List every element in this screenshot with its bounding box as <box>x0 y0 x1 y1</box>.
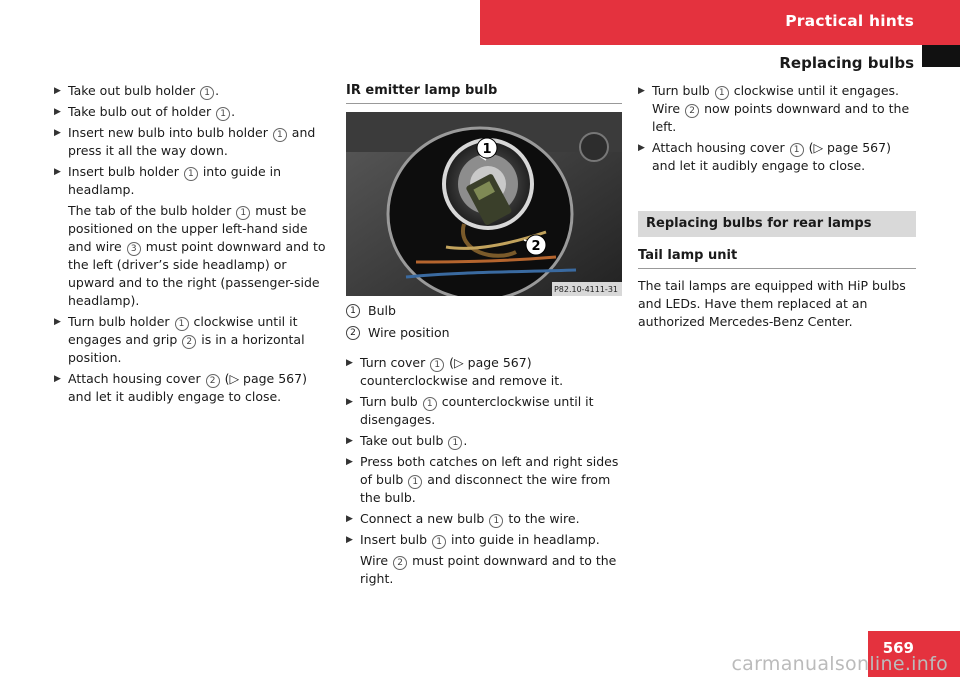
instruction-step <box>346 432 622 450</box>
text-run: . <box>231 104 236 119</box>
reference-number: 2 <box>685 104 699 118</box>
text-run: (▷ page 567) and let it audibly engage to close. <box>68 371 307 404</box>
headlamp-illustration <box>346 112 622 296</box>
text-run: clockwise until it engages and grip <box>68 314 298 347</box>
header-band <box>480 0 960 45</box>
reference-number: 1 <box>408 475 422 489</box>
step-arrow-icon: ▶ <box>54 374 61 384</box>
text-run: (▷ page 567) counterclockwise and remove it. <box>360 355 564 388</box>
callout-2: 2 <box>531 239 541 254</box>
reference-number: 1 <box>448 436 462 450</box>
reference-number: 1 <box>715 86 729 100</box>
text-run: Take out bulb holder <box>68 83 200 98</box>
text-run: Wire <box>360 553 393 568</box>
text-run: . <box>215 83 220 98</box>
instruction-step <box>638 139 916 175</box>
text-run: must point downward and to the right. <box>360 553 617 586</box>
subsection-title: Replacing bulbs <box>779 54 914 72</box>
text-run: and press it all the way down. <box>68 125 316 158</box>
instruction-step <box>346 453 622 507</box>
instruction-step <box>54 82 332 100</box>
step-arrow-icon: ▶ <box>346 535 353 545</box>
step-list <box>54 82 332 199</box>
text-run: Turn cover <box>360 355 430 370</box>
legend-label: Wire position <box>368 325 450 340</box>
reference-number: 1 <box>184 167 198 181</box>
reference-number: 1 <box>430 358 444 372</box>
text-run: and disconnect the wire from the bulb. <box>360 472 611 505</box>
step-arrow-icon: ▶ <box>346 436 353 446</box>
step-arrow-icon: ▶ <box>54 167 61 177</box>
text-run: Press both catches on left and right sides of bulb <box>360 454 619 487</box>
text-run: Insert new bulb into bulb holder <box>68 125 272 140</box>
figure-legend <box>346 302 622 342</box>
text-run: Insert bulb <box>360 532 432 547</box>
section-title: Practical hints <box>785 12 914 30</box>
reference-number: 2 <box>206 374 220 388</box>
reference-number: 1 <box>423 397 437 411</box>
instruction-step <box>346 354 622 390</box>
instruction-step <box>54 313 332 367</box>
step-arrow-icon: ▶ <box>346 457 353 467</box>
bulb-photo <box>346 112 622 296</box>
text-run: clockwise until it engages. Wire <box>652 83 899 116</box>
text-run: into guide in headlamp. <box>447 532 600 547</box>
note-paragraph <box>54 202 332 310</box>
text-run: Insert bulb holder <box>68 164 183 179</box>
text-run: Connect a new bulb <box>360 511 489 526</box>
text-run: Turn bulb <box>652 83 714 98</box>
text-run: (▷ page 567) and let it audibly engage to close. <box>652 140 891 173</box>
instruction-step <box>54 370 332 406</box>
callout-1: 1 <box>482 142 492 157</box>
instruction-step <box>54 124 332 160</box>
text-run: counterclockwise until it disengages. <box>360 394 594 427</box>
reference-number: 1 <box>432 535 446 549</box>
instruction-step <box>54 163 332 199</box>
reference-number: 3 <box>127 242 141 256</box>
step-list <box>638 82 916 175</box>
text-run: now points downward and to the left. <box>652 101 910 134</box>
step-arrow-icon: ▶ <box>346 397 353 407</box>
text-run: Take out bulb <box>360 433 448 448</box>
step-list <box>346 354 622 549</box>
instruction-step <box>638 82 916 136</box>
body-paragraph: The tail lamps are equipped with HiP bulbs and LEDs. Have them replaced at an authorized Mercedes-Benz Center. <box>638 278 906 329</box>
legend-label: Bulb <box>368 303 396 318</box>
step-arrow-icon: ▶ <box>638 143 645 153</box>
reference-number: 1 <box>236 206 250 220</box>
reference-number: 1 <box>273 128 287 142</box>
text-run: must be positioned on the upper left-hand side and wire <box>68 203 308 254</box>
step-arrow-icon: ▶ <box>54 107 61 117</box>
figure-code: P82.10-4111-31 <box>553 285 618 294</box>
instruction-step <box>54 103 332 121</box>
instruction-step <box>346 510 622 528</box>
text-run: must point downward and to the left (driver’s side headlamp) or upward and to the right (passenger-side headlamp). <box>68 239 326 308</box>
instruction-step <box>346 531 622 549</box>
text-run: Take bulb out of holder <box>68 104 216 119</box>
reference-number: 1 <box>216 107 230 121</box>
reference-number: 1 <box>200 86 214 100</box>
page-number: 569 <box>882 639 914 657</box>
legend-item <box>346 324 622 342</box>
watermark: carmanualsonline.info <box>731 653 948 675</box>
step-arrow-icon: ▶ <box>638 86 645 96</box>
step-arrow-icon: ▶ <box>54 86 61 96</box>
reference-number: 2 <box>393 556 407 570</box>
step-list <box>54 313 332 406</box>
text-run: Turn bulb <box>360 394 422 409</box>
text-run: into guide in headlamp. <box>68 164 282 197</box>
sub-heading: Tail lamp unit <box>638 247 916 269</box>
reference-number: 1 <box>790 143 804 157</box>
section-band: Replacing bulbs for rear lamps <box>638 211 916 237</box>
reference-number: 1 <box>489 514 503 528</box>
text-run: to the wire. <box>504 511 580 526</box>
legend-number: 2 <box>346 326 360 340</box>
reference-number: 2 <box>182 335 196 349</box>
section-heading: IR emitter lamp bulb <box>346 82 622 104</box>
step-arrow-icon: ▶ <box>346 358 353 368</box>
corner-marker <box>922 45 960 67</box>
text-run: Attach housing cover <box>652 140 789 155</box>
column-3 <box>638 82 916 331</box>
text-run: Turn bulb holder <box>68 314 174 329</box>
column-2 <box>346 82 622 591</box>
step-arrow-icon: ▶ <box>54 317 61 327</box>
instruction-step <box>346 393 622 429</box>
text-run: The tab of the bulb holder <box>68 203 236 218</box>
text-run: Attach housing cover <box>68 371 205 386</box>
text-run: is in a horizontal position. <box>68 332 305 365</box>
step-arrow-icon: ▶ <box>54 128 61 138</box>
reference-number: 1 <box>175 317 189 331</box>
legend-item <box>346 302 622 320</box>
note-paragraph <box>346 552 622 588</box>
step-arrow-icon: ▶ <box>346 514 353 524</box>
text-run: . <box>463 433 468 448</box>
column-1 <box>54 82 332 409</box>
legend-number: 1 <box>346 304 360 318</box>
